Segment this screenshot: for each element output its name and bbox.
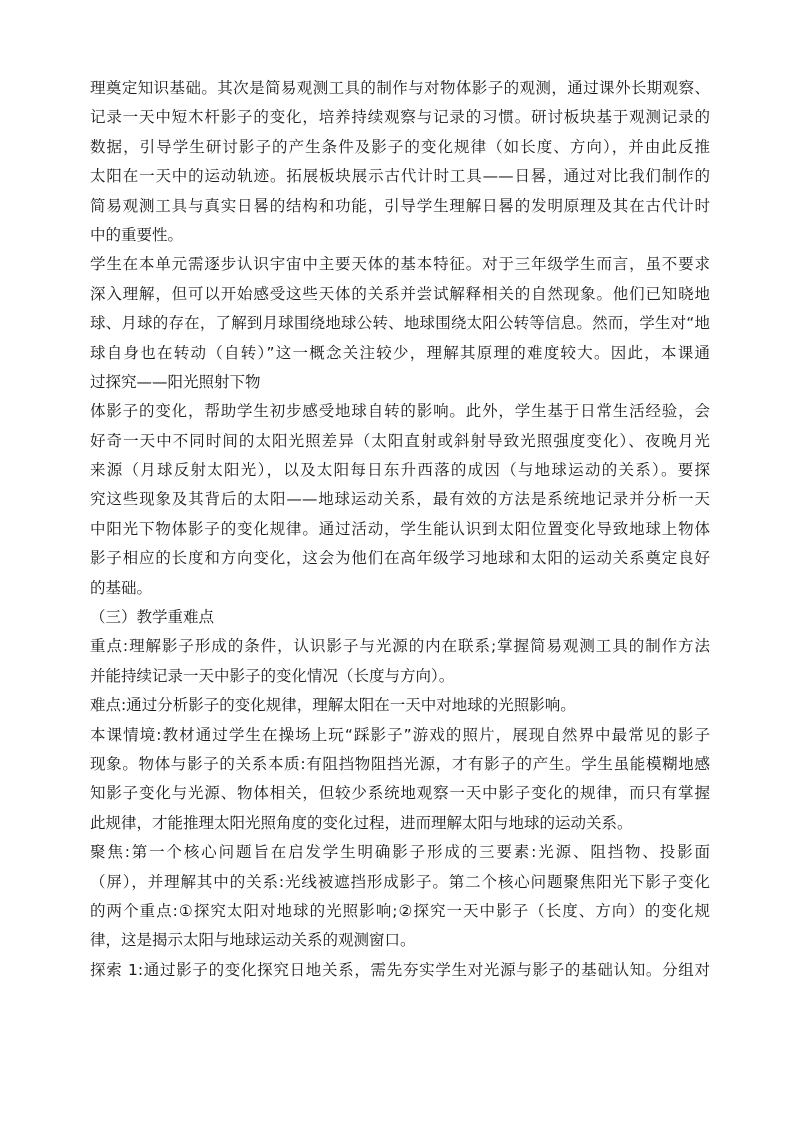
- text-line: 此规律，才能推理太阳光照角度的变化过程，进而理解太阳与地球的运动关系。: [90, 813, 633, 832]
- text-line: 中阳光下物体影子的变化规律。通过活动，学生能认识到太阳位置变化导致地球上物体: [90, 519, 710, 538]
- text-line: 知影子变化与光源、物体相关，但较少系统地观察一天中影子变化的规律，而只有掌握: [90, 784, 710, 803]
- text-line: 聚焦:第一个核心问题旨在启发学生明确影子形成的三要素:光源、阻挡物、投影面: [90, 843, 710, 862]
- text-line: 好奇一天中不同时间的太阳光照差异（太阳直射或斜射导致光照强度变化）、夜晚月光: [90, 431, 710, 450]
- text-line: 体影子的变化，帮助学生初步感受地球自转的影响。此外，学生基于日常生活经验，会: [90, 402, 710, 421]
- text-line: 中的重要性。: [90, 225, 184, 244]
- text-line: 难点:通过分析影子的变化规律，理解太阳在一天中对地球的光照影响。: [90, 696, 576, 715]
- text-line: 究这些现象及其背后的太阳——地球运动关系，最有效的方法是系统地记录并分析一天: [90, 490, 710, 509]
- text-line: 律，这是揭示太阳与地球运动关系的观测窗口。: [90, 931, 416, 950]
- text-line: 简易观测工具与真实日晷的结构和功能，引导学生理解日晷的发明原理及其在古代计时: [90, 196, 710, 215]
- text-line: 理奠定知识基础。其次是简易观测工具的制作与对物体影子的观测，通过课外长期观察、: [90, 79, 710, 97]
- text-line: （屏），并理解其中的关系:光线被遮挡形成影子。第二个核心问题聚焦阳光下影子变化: [90, 872, 710, 891]
- text-line: 球、月球的存在，了解到月球围绕地球公转、地球围绕太阳公转等信息。然而，学生对“地: [90, 314, 710, 333]
- text-line: 记录一天中短木杆影子的变化，培养持续观察与记录的习惯。研讨板块基于观测记录的: [90, 108, 710, 127]
- document-body: [90, 74, 710, 985]
- text-line: 本课情境:教材通过学生在操场上玩“踩影子”游戏的照片，展现自然界中最常见的影子: [90, 725, 710, 744]
- text-line: 探索 1:通过影子的变化探究日地关系，需先夯实学生对光源与影子的基础认知。分组对: [90, 960, 710, 979]
- text-line: 学生在本单元需逐步认识宇宙中主要天体的基本特征。对于三年级学生而言，虽不要求: [90, 255, 710, 274]
- text-line: 并能持续记录一天中影子的变化情况（长度与方向）。: [90, 666, 455, 685]
- text-line: 深入理解，但可以开始感受这些天体的关系并尝试解释相关的自然现象。他们已知晓地: [90, 284, 710, 303]
- text-line: 的两个重点:①探究太阳对地球的光照影响;②探究一天中影子（长度、方向）的变化规: [90, 901, 710, 920]
- text-line: 过探究——阳光照射下物: [90, 372, 261, 391]
- text-line: 的基础。: [90, 578, 153, 597]
- text-line: 太阳在一天中的运动轨迹。拓展板块展示古代计时工具——日晷，通过对比我们制作的: [90, 167, 710, 186]
- text-line: 现象。物体与影子的关系本质:有阻挡物阻挡光源，才有影子的产生。学生虽能模糊地感: [90, 754, 710, 773]
- text-line: 来源（月球反射太阳光），以及太阳每日东升西落的成因（与地球运动的关系）。要探: [90, 461, 710, 480]
- text-line: 重点:理解影子形成的条件，认识影子与光源的内在联系;掌握简易观测工具的制作方法: [90, 637, 710, 656]
- text-line: 数据，引导学生研讨影子的产生条件及影子的变化规律（如长度、方向），并由此反推: [90, 137, 710, 156]
- text-line: （三）教学重难点: [90, 608, 215, 627]
- text-line: 影子相应的长度和方向变化，这会为他们在高年级学习地球和太阳的运动关系奠定良好: [90, 549, 710, 568]
- text-line: 球自身也在转动（自转）”这一概念关注较少，理解其原理的难度较大。因此，本课通: [90, 343, 710, 362]
